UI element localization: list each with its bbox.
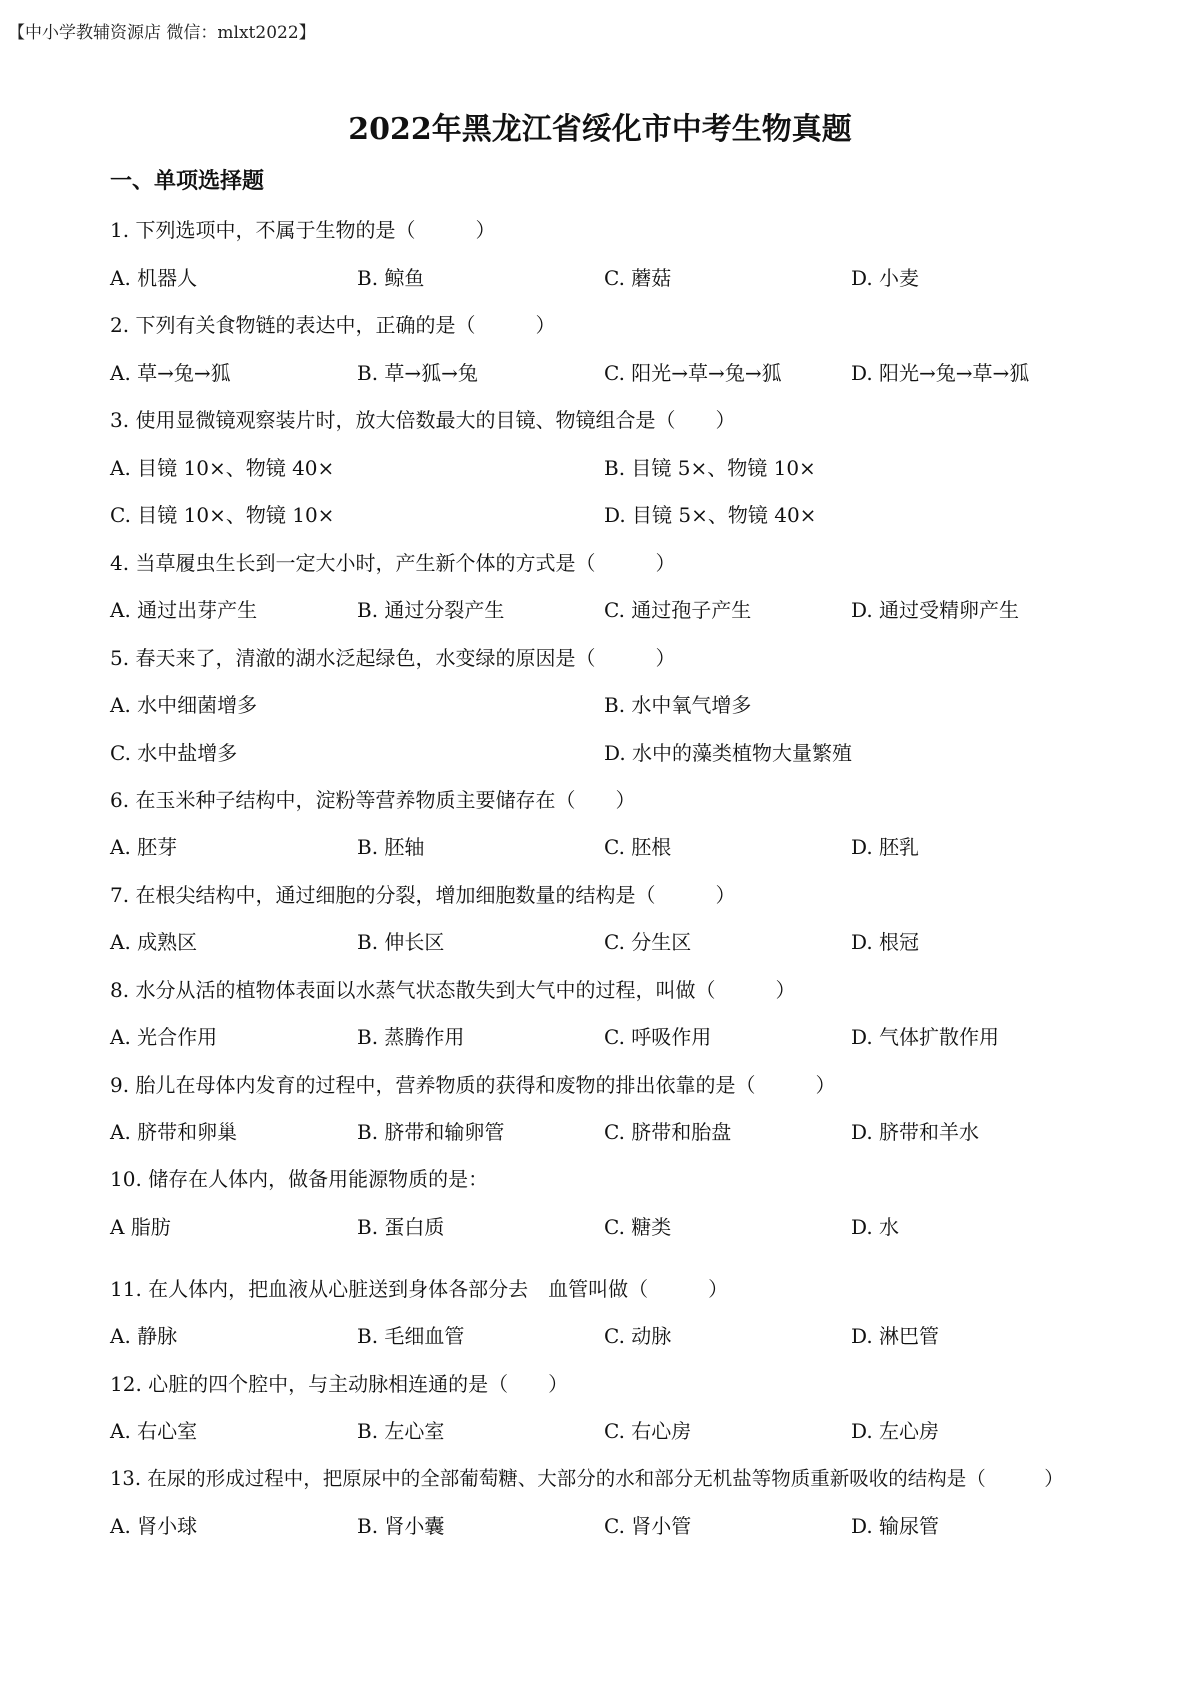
q9-option-b: B. 脐带和输卵管 bbox=[357, 1120, 505, 1144]
q10-option-a: A 脂肪 bbox=[110, 1215, 171, 1239]
q3-option-c: C. 目镜 10×、物镜 10× bbox=[110, 503, 335, 527]
q11-option-a: A. 静脉 bbox=[110, 1324, 178, 1348]
question-10: 10. 储存在人体内，做备用能源物质的是： bbox=[110, 1167, 489, 1191]
q4-option-c: C. 通过孢子产生 bbox=[604, 598, 752, 622]
question-2: 2. 下列有关食物链的表达中，正确的是（ ） bbox=[110, 313, 556, 337]
question-4: 4. 当草履虫生长到一定大小时，产生新个体的方式是（ ） bbox=[110, 551, 676, 575]
q5-option-c: C. 水中盐增多 bbox=[110, 741, 238, 765]
q12-option-c: C. 右心房 bbox=[604, 1419, 692, 1443]
q2-option-d: D. 阳光→兔→草→狐 bbox=[851, 361, 1030, 385]
q1-option-b: B. 鲸鱼 bbox=[357, 266, 425, 290]
q13-option-a: A. 肾小球 bbox=[110, 1514, 198, 1538]
q12-option-b: B. 左心室 bbox=[357, 1419, 445, 1443]
q13-option-b: B. 肾小囊 bbox=[357, 1514, 445, 1538]
question-5: 5. 春天来了，清澈的湖水泛起绿色，水变绿的原因是（ ） bbox=[110, 646, 676, 670]
q11-option-b: B. 毛细血管 bbox=[357, 1324, 465, 1348]
q1-option-d: D. 小麦 bbox=[851, 266, 920, 290]
q5-option-d: D. 水中的藻类植物大量繁殖 bbox=[604, 741, 853, 765]
question-12: 12. 心脏的四个腔中，与主动脉相连通的是（ ） bbox=[110, 1372, 569, 1396]
q6-option-a: A. 胚芽 bbox=[110, 835, 178, 859]
question-3: 3. 使用显微镜观察装片时，放大倍数最大的目镜、物镜组合是（ ） bbox=[110, 408, 736, 432]
question-13: 13. 在尿的形成过程中，把原尿中的全部葡萄糖、大部分的水和部分无机盐等物质重新吸收的结构是（ ） bbox=[110, 1467, 1064, 1490]
watermark-text: 【中小学教辅资源店 微信：mlxt2022】 bbox=[8, 23, 316, 43]
q10-option-b: B. 蛋白质 bbox=[357, 1215, 445, 1239]
q9-option-a: A. 脐带和卵巢 bbox=[110, 1120, 238, 1144]
question-7: 7. 在根尖结构中，通过细胞的分裂，增加细胞数量的结构是（ ） bbox=[110, 883, 736, 907]
q6-option-c: C. 胚根 bbox=[604, 835, 672, 859]
q7-option-b: B. 伸长区 bbox=[357, 930, 445, 954]
q9-option-c: C. 脐带和胎盘 bbox=[604, 1120, 732, 1144]
q4-option-d: D. 通过受精卵产生 bbox=[851, 598, 1020, 622]
document-title: 2022年黑龙江省绥化市中考生物真题 bbox=[348, 112, 852, 147]
q8-option-c: C. 呼吸作用 bbox=[604, 1025, 712, 1049]
q12-option-a: A. 右心室 bbox=[110, 1419, 198, 1443]
q2-option-c: C. 阳光→草→兔→狐 bbox=[604, 361, 782, 385]
q12-option-d: D. 左心房 bbox=[851, 1419, 940, 1443]
q6-option-d: D. 胚乳 bbox=[851, 835, 920, 859]
question-8: 8. 水分从活的植物体表面以水蒸气状态散失到大气中的过程，叫做（ ） bbox=[110, 978, 796, 1002]
q11-option-c: C. 动脉 bbox=[604, 1324, 672, 1348]
q8-option-a: A. 光合作用 bbox=[110, 1025, 218, 1049]
q6-option-b: B. 胚轴 bbox=[357, 835, 425, 859]
q7-option-d: D. 根冠 bbox=[851, 930, 920, 954]
q4-option-a: A. 通过出芽产生 bbox=[110, 598, 258, 622]
question-6: 6. 在玉米种子结构中，淀粉等营养物质主要储存在（ ） bbox=[110, 788, 636, 812]
q2-option-b: B. 草→狐→兔 bbox=[357, 361, 478, 385]
q5-option-b: B. 水中氧气增多 bbox=[604, 693, 752, 717]
q11-option-d: D. 淋巴管 bbox=[851, 1324, 940, 1348]
q2-option-a: A. 草→兔→狐 bbox=[110, 361, 231, 385]
q4-option-b: B. 通过分裂产生 bbox=[357, 598, 505, 622]
q10-option-d: D. 水 bbox=[851, 1215, 900, 1239]
q7-option-a: A. 成熟区 bbox=[110, 930, 198, 954]
q8-option-d: D. 气体扩散作用 bbox=[851, 1025, 1000, 1049]
question-11: 11. 在人体内，把血液从心脏送到身体各部分去 血管叫做（ ） bbox=[110, 1277, 729, 1301]
q5-option-a: A. 水中细菌增多 bbox=[110, 693, 258, 717]
q13-option-d: D. 输尿管 bbox=[851, 1514, 940, 1538]
q3-option-a: A. 目镜 10×、物镜 40× bbox=[110, 456, 335, 480]
q3-option-b: B. 目镜 5×、物镜 10× bbox=[604, 456, 816, 480]
question-9: 9. 胎儿在母体内发育的过程中，营养物质的获得和废物的排出依靠的是（ ） bbox=[110, 1073, 836, 1097]
q3-option-d: D. 目镜 5×、物镜 40× bbox=[604, 503, 817, 527]
question-1: 1. 下列选项中，不属于生物的是（ ） bbox=[110, 218, 496, 242]
q10-option-c: C. 糖类 bbox=[604, 1215, 672, 1239]
section-heading: 一、单项选择题 bbox=[110, 168, 265, 194]
q9-option-d: D. 脐带和羊水 bbox=[851, 1120, 980, 1144]
q13-option-c: C. 肾小管 bbox=[604, 1514, 692, 1538]
q1-option-c: C. 蘑菇 bbox=[604, 266, 672, 290]
q1-option-a: A. 机器人 bbox=[110, 266, 198, 290]
q8-option-b: B. 蒸腾作用 bbox=[357, 1025, 465, 1049]
q7-option-c: C. 分生区 bbox=[604, 930, 692, 954]
